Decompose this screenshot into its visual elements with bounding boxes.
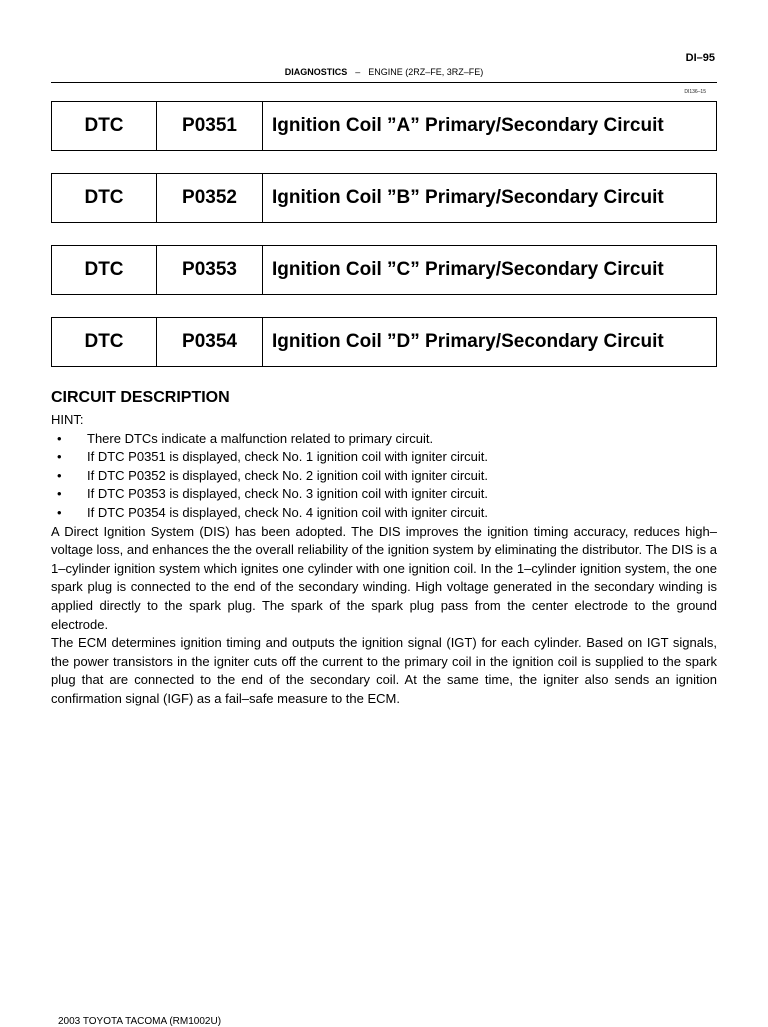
paragraph-ecm: The ECM determines ignition timing and outputs the ignition signal (IGT) for each cylinder. Based on IGT signals, the power transistors in the igniter cuts off the current to the primary coil in the ignition coil is supplied to the spark plug that are connected to the end of the secondary coil. At the same time, the igniter also sends an ignition confirmation signal (IGF) as a fail–safe measure to the ECM. [51,635,717,706]
bullet-glyph: • [57,467,62,483]
dtc-label: DTC [52,174,157,222]
header-separator: – [355,67,361,77]
bullet-text: If DTC P0352 is displayed, check No. 2 ignition coil with igniter circuit. [87,467,489,483]
list-item [51,485,717,504]
bullet-glyph: • [57,449,62,465]
header-rule [51,82,717,83]
hint-label: HINT: [51,412,84,427]
header-subsection: ENGINE (2RZ–FE, 3RZ–FE) [368,67,484,77]
dtc-title: Ignition Coil ”A” Primary/Secondary Circuit [272,115,664,136]
dtc-box-p0352 [51,173,717,223]
bullet-text: If DTC P0351 is displayed, check No. 1 ignition coil with igniter circuit. [87,449,489,465]
dtc-box-p0353 [51,245,717,295]
dtc-code: P0352 [157,174,263,222]
list-item [51,448,717,467]
bullet-glyph: • [57,504,62,520]
page-footer: 2003 TOYOTA TACOMA (RM1002U) [58,1016,222,1027]
page-number: DI–95 [685,52,715,64]
circuit-description-body [51,411,717,709]
dtc-label: DTC [52,102,157,150]
document-code-ref: DI136–15 [684,89,706,95]
running-header [51,67,717,77]
header-section: DIAGNOSTICS [284,67,348,77]
dtc-label: DTC [52,318,157,366]
dtc-title: Ignition Coil ”D” Primary/Secondary Circuit [272,331,664,352]
dtc-title: Ignition Coil ”C” Primary/Secondary Circuit [272,259,664,280]
bullet-glyph: • [57,486,62,502]
bullet-text: If DTC P0353 is displayed, check No. 3 ignition coil with igniter circuit. [87,486,489,502]
section-title: CIRCUIT DESCRIPTION [51,389,230,406]
bullet-text: There DTCs indicate a malfunction related to primary circuit. [87,430,434,446]
dtc-box-p0351 [51,101,717,151]
dtc-code: P0354 [157,318,263,366]
dtc-title: Ignition Coil ”B” Primary/Secondary Circuit [272,187,664,208]
bullet-text: If DTC P0354 is displayed, check No. 4 ignition coil with igniter circuit. [87,504,489,520]
dtc-label: DTC [52,246,157,294]
dtc-code: P0353 [157,246,263,294]
list-item [51,504,717,523]
list-item [51,430,717,449]
dtc-code: P0351 [157,102,263,150]
list-item [51,467,717,486]
hint-bullet-list [51,430,717,523]
dtc-box-p0354 [51,317,717,367]
bullet-glyph: • [57,430,62,446]
paragraph-dis: A Direct Ignition System (DIS) has been adopted. The DIS improves the ignition timing accuracy, reduces high–voltage loss, and enhances the the overall reliability of the ignition system by eliminating the distributor. The DIS is a 1–cylinder ignition system which ignites one cylinder with one ignition coil. In the 1–cylinder ignition system, the one spark plug is connected to the end of the secondary winding. High voltage generated in the secondary winding is applied directly to the spark plug. The spark of the spark plug pass from the center electrode to the ground electrode. [51,523,718,632]
